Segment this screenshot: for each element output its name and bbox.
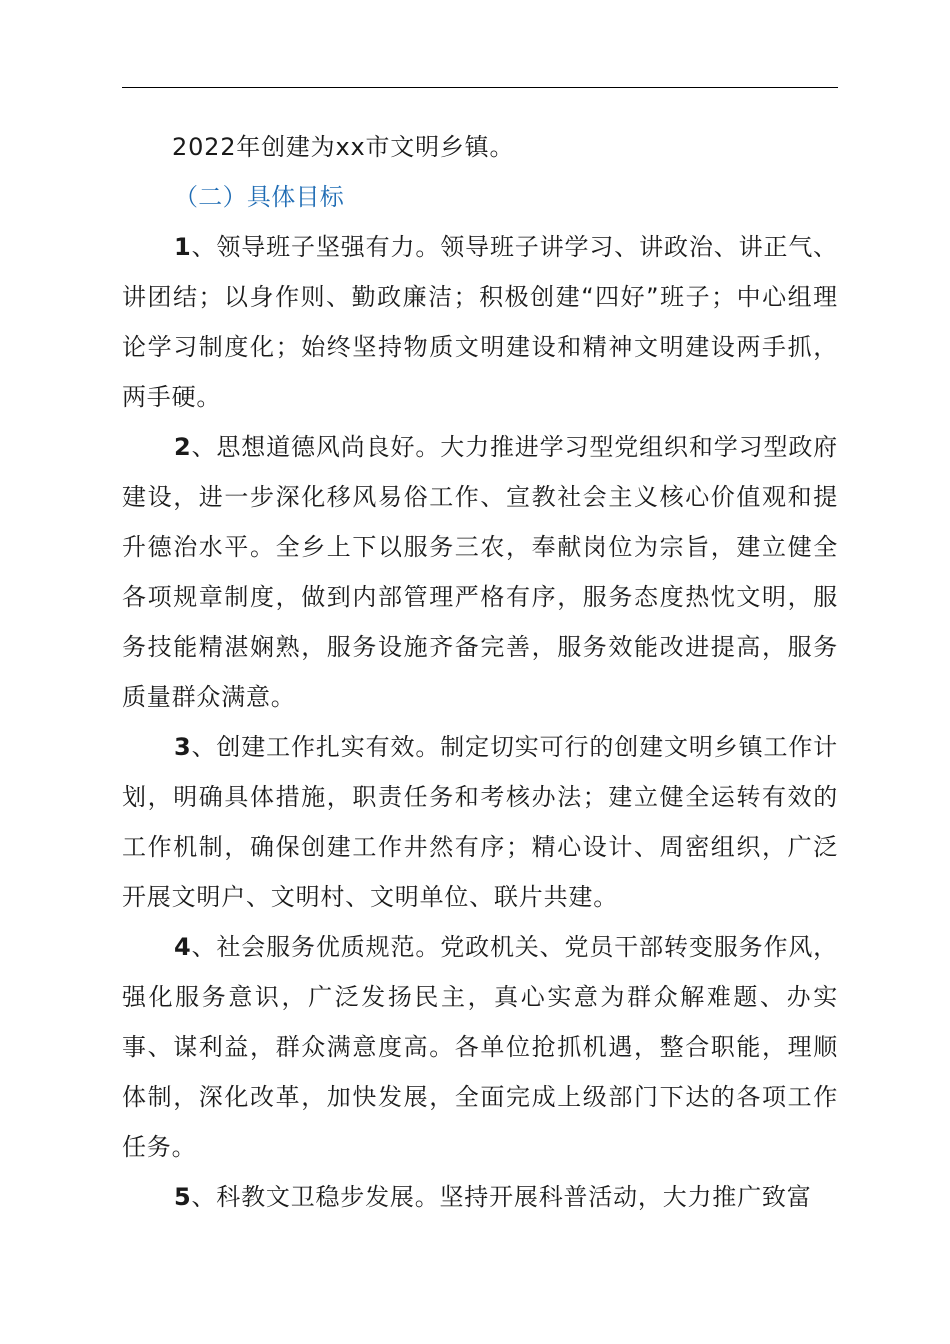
goal-number: 1 <box>174 233 192 261</box>
goal-text: 、思想道德风尚良好。大力推进学习型党组织和学习型政府建设，进一步深化移风易俗工作、宣教社会主义核心价值观和提升德治水平。全乡上下以服务三农，奉献岗位为宗旨，建立健全各项规章制度，做到内部管理严格有序，服务态度热忱文明，服务技能精湛娴熟，服务设施齐备完善，服务效能改进提高，服务质量群众满意。 <box>122 433 838 711</box>
document-body <box>122 122 838 1222</box>
goal-number: 3 <box>174 733 192 761</box>
goal-text: 、创建工作扎实有效。制定切实可行的创建文明乡镇工作计划，明确具体措施，职责任务和考核办法；建立健全运转有效的工作机制，确保创建工作井然有序；精心设计、周密组织，广泛开展文明户、文明村、文明单位、联片共建。 <box>122 733 838 911</box>
goal-paragraph-3 <box>122 722 838 922</box>
goal-number: 5 <box>174 1183 192 1211</box>
section-heading: （二）具体目标 <box>174 183 345 211</box>
goal-paragraph-1 <box>122 222 838 422</box>
goal-text: 、科教文卫稳步发展。坚持开展科普活动，大力推广致富 <box>191 1183 812 1211</box>
goal-paragraph-4 <box>122 922 838 1172</box>
header-rule <box>122 87 838 88</box>
goal-number: 2 <box>174 433 192 461</box>
goal-text: 、社会服务优质规范。党政机关、党员干部转变服务作风，强化服务意识，广泛发扬民主，真心实意为群众解难题、办实事、谋利益，群众满意度高。各单位抢抓机遇，整合职能，理顺体制，深化改革，加快发展，全面完成上级部门下达的各项工作任务。 <box>122 933 838 1161</box>
goal-paragraph-5 <box>122 1172 838 1222</box>
continuation-line: 2022年创建为xx市文明乡镇。 <box>172 133 515 161</box>
goal-paragraph-2 <box>122 422 838 722</box>
goal-number: 4 <box>174 933 192 961</box>
goal-text: 、领导班子坚强有力。领导班子讲学习、讲政治、讲正气、讲团结；以身作则、勤政廉洁；积极创建“四好”班子；中心组理论学习制度化；始终坚持物质文明建设和精神文明建设两手抓，两手硬。 <box>122 233 838 411</box>
